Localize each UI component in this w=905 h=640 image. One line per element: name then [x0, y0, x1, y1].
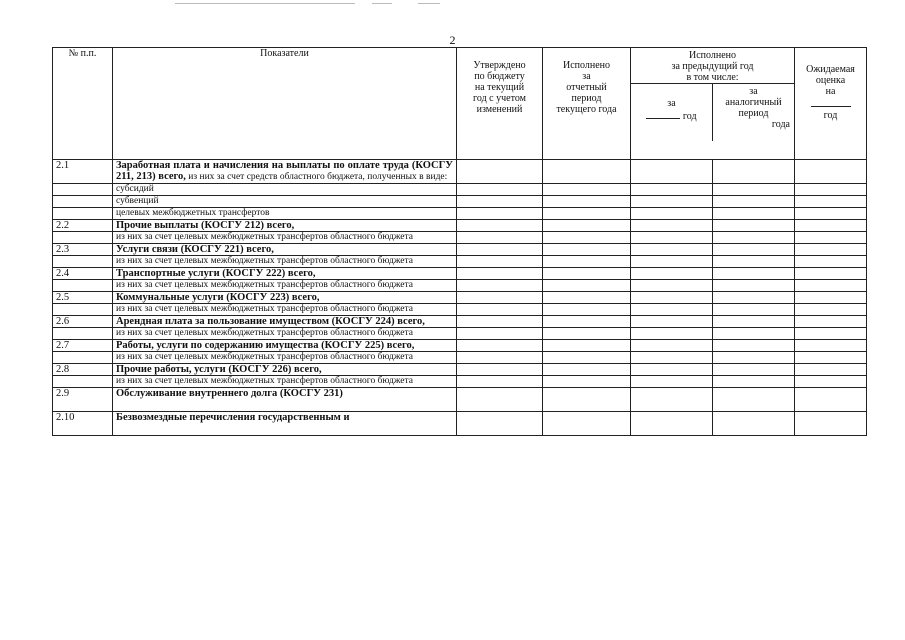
row-indicator — [113, 316, 457, 328]
value-cell — [713, 184, 795, 196]
value-cell — [713, 160, 795, 184]
row-number: 2.10 — [53, 412, 113, 436]
value-cell — [631, 376, 713, 388]
value-cell — [795, 340, 867, 352]
value-cell — [457, 304, 543, 316]
value-cell — [713, 352, 795, 364]
value-cell — [795, 388, 867, 412]
table-row — [53, 244, 867, 256]
value-cell — [543, 340, 631, 352]
value-cell — [713, 340, 795, 352]
table-subrow — [53, 376, 867, 388]
value-cell — [631, 268, 713, 280]
row-title: Транспортные услуги (КОСГУ 222) всего, — [116, 268, 316, 279]
value-cell — [713, 292, 795, 304]
row-subitem: из них за счет целевых межбюджетных трансфертов областного бюджета — [113, 304, 457, 316]
value-cell — [631, 208, 713, 220]
value-cell — [457, 376, 543, 388]
value-cell — [543, 196, 631, 208]
value-cell — [713, 364, 795, 376]
value-cell — [631, 364, 713, 376]
row-title: Услуги связи (КОСГУ 221) всего, — [116, 244, 274, 255]
row-indicator — [113, 412, 457, 436]
row-indicator — [113, 244, 457, 256]
value-cell — [713, 304, 795, 316]
table-subrow — [53, 280, 867, 292]
value-cell — [543, 280, 631, 292]
value-cell — [457, 280, 543, 292]
value-cell — [795, 196, 867, 208]
value-cell — [795, 208, 867, 220]
row-title: Обслуживание внутреннего долга (КОСГУ 231) — [116, 388, 343, 399]
value-cell — [457, 292, 543, 304]
value-cell — [457, 412, 543, 436]
value-cell — [543, 304, 631, 316]
table-row — [53, 388, 867, 412]
value-cell — [713, 244, 795, 256]
table-row — [53, 316, 867, 328]
value-cell — [631, 256, 713, 268]
value-cell — [457, 184, 543, 196]
scan-artifact — [418, 3, 440, 4]
table-subrow — [53, 232, 867, 244]
header-approved: Утверждено по бюджету на текущий год с учетом изменений — [457, 48, 543, 160]
value-cell — [543, 292, 631, 304]
row-note: из них за счет средств областного бюджета, полученных в виде: — [185, 172, 448, 182]
value-cell — [457, 208, 543, 220]
value-cell — [795, 244, 867, 256]
value-cell — [795, 280, 867, 292]
header-executed: Исполнено за отчетный период текущего года — [543, 48, 631, 160]
row-number: 2.1 — [53, 160, 113, 184]
header-indicators: Показатели — [113, 48, 457, 160]
value-cell — [457, 316, 543, 328]
value-cell — [795, 352, 867, 364]
value-cell — [713, 388, 795, 412]
value-cell — [457, 388, 543, 412]
header-prev-same-period: за аналогичный период года — [725, 86, 790, 130]
row-number: 2.5 — [53, 292, 113, 304]
row-title: Коммунальные услуги (КОСГУ 223) всего, — [116, 292, 320, 303]
value-cell — [713, 328, 795, 340]
value-cell — [631, 220, 713, 232]
table-row — [53, 160, 867, 184]
value-cell — [457, 232, 543, 244]
row-number — [53, 304, 113, 316]
row-number — [53, 328, 113, 340]
value-cell — [543, 256, 631, 268]
row-subitem: субвенций — [113, 196, 457, 208]
row-indicator — [113, 292, 457, 304]
value-cell — [543, 352, 631, 364]
value-cell — [457, 256, 543, 268]
table-subrow — [53, 328, 867, 340]
table-row — [53, 412, 867, 436]
row-subitem: из них за счет целевых межбюджетных трансфертов областного бюджета — [113, 376, 457, 388]
row-number: 2.4 — [53, 268, 113, 280]
value-cell — [713, 412, 795, 436]
value-cell — [631, 244, 713, 256]
value-cell — [631, 304, 713, 316]
value-cell — [795, 268, 867, 280]
table-subrow — [53, 304, 867, 316]
value-cell — [457, 220, 543, 232]
value-cell — [713, 280, 795, 292]
value-cell — [631, 160, 713, 184]
row-number — [53, 208, 113, 220]
row-title: Заработная плата и начисления на выплаты по оплате труда (КОСГУ 211, 213) всего, — [116, 160, 453, 182]
row-indicator — [113, 160, 457, 184]
row-number: 2.6 — [53, 316, 113, 328]
value-cell — [713, 196, 795, 208]
header-prev-year-for: за год — [631, 84, 713, 141]
value-cell — [543, 376, 631, 388]
row-indicator — [113, 388, 457, 412]
row-title: Работы, услуги по содержанию имущества (КОСГУ 225) всего, — [116, 340, 415, 351]
value-cell — [543, 160, 631, 184]
value-cell — [631, 412, 713, 436]
value-cell — [457, 328, 543, 340]
row-number: 2.8 — [53, 364, 113, 376]
value-cell — [795, 256, 867, 268]
row-subitem: субсидий — [113, 184, 457, 196]
value-cell — [795, 376, 867, 388]
scan-artifact — [372, 3, 392, 4]
value-cell — [631, 196, 713, 208]
value-cell — [543, 364, 631, 376]
value-cell — [631, 352, 713, 364]
row-indicator — [113, 268, 457, 280]
row-title: Арендная плата за пользование имуществом (КОСГУ 224) всего, — [116, 316, 425, 327]
value-cell — [543, 244, 631, 256]
value-cell — [631, 280, 713, 292]
value-cell — [543, 316, 631, 328]
table-row — [53, 340, 867, 352]
row-subitem: целевых межбюджетных трансфертов — [113, 208, 457, 220]
table-row — [53, 364, 867, 376]
row-number — [53, 280, 113, 292]
row-subitem: из них за счет целевых межбюджетных трансфертов областного бюджета — [113, 352, 457, 364]
value-cell — [713, 256, 795, 268]
row-number: 2.3 — [53, 244, 113, 256]
value-cell — [543, 268, 631, 280]
value-cell — [543, 232, 631, 244]
value-cell — [631, 232, 713, 244]
value-cell — [795, 292, 867, 304]
header-expected: Ожидаемая оценка на год — [795, 48, 867, 160]
value-cell — [713, 220, 795, 232]
value-cell — [631, 316, 713, 328]
row-indicator — [113, 364, 457, 376]
value-cell — [631, 388, 713, 412]
value-cell — [457, 268, 543, 280]
value-cell — [631, 340, 713, 352]
table-subrow — [53, 208, 867, 220]
table-row — [53, 292, 867, 304]
row-number — [53, 376, 113, 388]
row-number — [53, 196, 113, 208]
value-cell — [631, 328, 713, 340]
table-row — [53, 268, 867, 280]
value-cell — [631, 184, 713, 196]
value-cell — [543, 412, 631, 436]
value-cell — [543, 388, 631, 412]
header-prev-year: Исполнено за предыдущий год в том числе: за год за аналогичный период года — [631, 48, 795, 160]
table-subrow — [53, 352, 867, 364]
table-row — [53, 220, 867, 232]
row-number: 2.7 — [53, 340, 113, 352]
row-number — [53, 256, 113, 268]
value-cell — [543, 328, 631, 340]
value-cell — [795, 304, 867, 316]
header-num: № п.п. — [53, 48, 113, 160]
value-cell — [795, 364, 867, 376]
value-cell — [713, 232, 795, 244]
value-cell — [457, 196, 543, 208]
value-cell — [795, 316, 867, 328]
row-number — [53, 232, 113, 244]
value-cell — [795, 412, 867, 436]
value-cell — [795, 232, 867, 244]
row-title: Прочие работы, услуги (КОСГУ 226) всего, — [116, 364, 322, 375]
value-cell — [795, 220, 867, 232]
table-subrow — [53, 184, 867, 196]
value-cell — [457, 340, 543, 352]
row-indicator — [113, 340, 457, 352]
value-cell — [457, 364, 543, 376]
value-cell — [543, 208, 631, 220]
scan-artifact — [175, 3, 355, 4]
row-indicator — [113, 220, 457, 232]
row-subitem: из них за счет целевых межбюджетных трансфертов областного бюджета — [113, 280, 457, 292]
page-number: 2 — [449, 33, 456, 47]
value-cell — [457, 352, 543, 364]
value-cell — [795, 328, 867, 340]
value-cell — [713, 376, 795, 388]
value-cell — [543, 184, 631, 196]
row-number — [53, 352, 113, 364]
value-cell — [713, 268, 795, 280]
row-subitem: из них за счет целевых межбюджетных трансфертов областного бюджета — [113, 256, 457, 268]
budget-table — [52, 47, 867, 436]
row-subitem: из них за счет целевых межбюджетных трансфертов областного бюджета — [113, 328, 457, 340]
table-subrow — [53, 196, 867, 208]
value-cell — [631, 292, 713, 304]
value-cell — [457, 244, 543, 256]
value-cell — [795, 160, 867, 184]
row-number: 2.2 — [53, 220, 113, 232]
row-number — [53, 184, 113, 196]
value-cell — [795, 184, 867, 196]
value-cell — [713, 208, 795, 220]
row-title: Прочие выплаты (КОСГУ 212) всего, — [116, 220, 295, 231]
table-subrow — [53, 256, 867, 268]
value-cell — [543, 220, 631, 232]
row-title: Безвозмездные перечисления государственным и — [116, 412, 350, 423]
row-subitem: из них за счет целевых межбюджетных трансфертов областного бюджета — [113, 232, 457, 244]
value-cell — [713, 316, 795, 328]
value-cell — [457, 160, 543, 184]
row-number: 2.9 — [53, 388, 113, 412]
